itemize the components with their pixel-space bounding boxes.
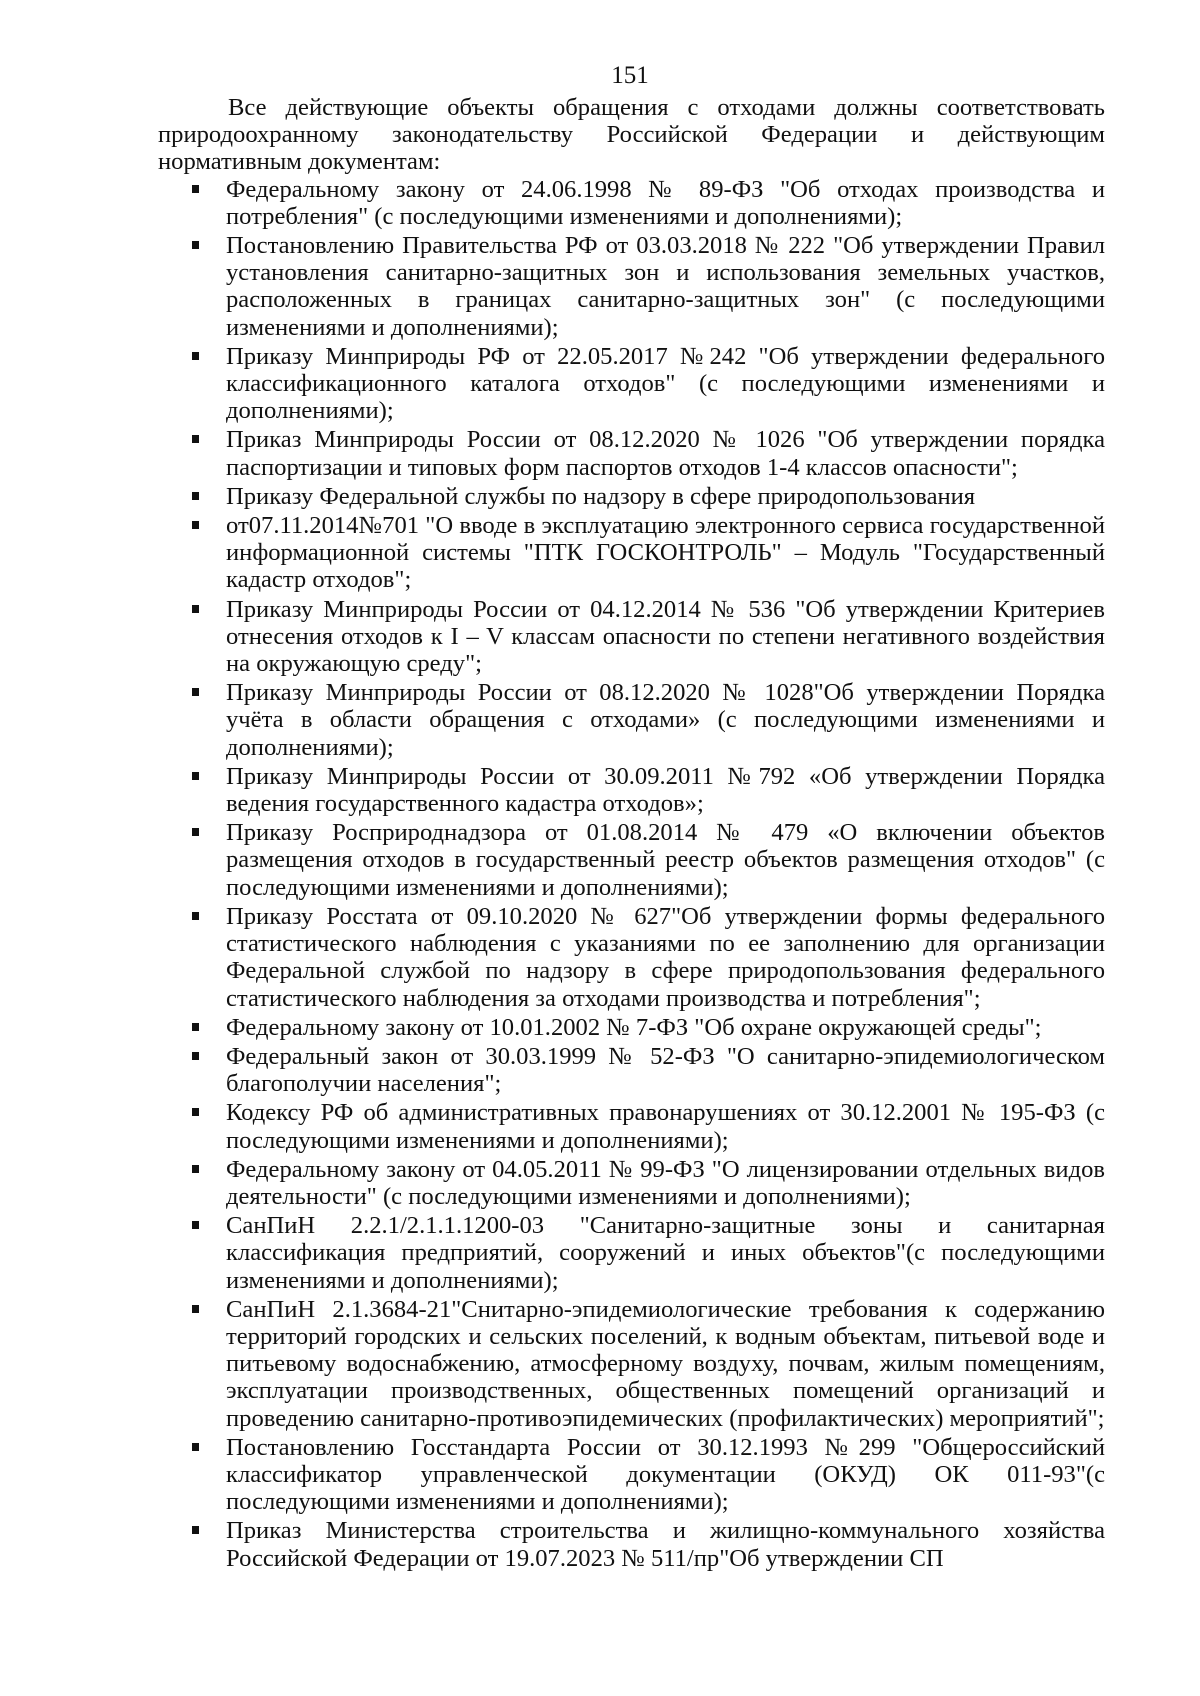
list-item-text: СанПиН 2.2.1/2.1.1.1200-03 "Санитарно-защитные зоны и санитарная классификация предприятий, сооружений и иных объектов"(с последующими изменениями и дополнениями); xyxy=(226,1212,1105,1294)
list-item-text: от07.11.2014№701 "О вводе в эксплуатацию электронного сервиса государственной информационной системы "ПТК ГОСКОНТРОЛЬ" – Модуль "Государственный кадастр отходов"; xyxy=(226,512,1105,594)
list-item xyxy=(158,1099,1105,1153)
bullet-icon xyxy=(192,492,199,500)
bullet-icon xyxy=(192,352,199,360)
list-item-text: Кодексу РФ об административных правонарушениях от 30.12.2001 № 195-ФЗ (с последующими изменениями и дополнениями); xyxy=(226,1099,1105,1154)
list-item-text: Постановлению Госстандарта России от 30.12.1993 №299 "Общероссийский классификатор управленческой документации (ОКУД) ОК 011-93"(с последующими изменениями и дополнениями); xyxy=(226,1433,1105,1516)
list-item xyxy=(158,596,1105,678)
list-item-text: Постановлению Правительства РФ от 03.03.2018 № 222 "Об утверждении Правил установления санитарно-защитных зон и использования земельных участков, расположенных в границах санитарно-защитных зон" (с последующими изменениями и дополнениями); xyxy=(226,232,1105,341)
bullet-icon xyxy=(192,241,199,249)
bullet-icon xyxy=(192,772,199,780)
list-item xyxy=(158,679,1105,761)
list-item xyxy=(158,819,1105,901)
intro-paragraph: Все действующие объекты обращения с отходами должны соответствовать природоохранному законодательству Российской Федерации и действующим нормативным документам: xyxy=(158,94,1105,176)
regulation-list xyxy=(158,176,1105,1572)
bullet-icon xyxy=(192,1305,199,1313)
list-item-text: СанПиН 2.1.3684-21"Снитарно-эпидемиологические требования к содержанию территорий городских и сельских поселений, к водным объектам, питьевой воде и питьевому водоснабжению, атмосферному воздуху, почвам, жилым помещениям, эксплуатации производственных, общественных помещений организаций и проведению санитарно-противоэпидемических (профилактических) мероприятий"; xyxy=(226,1295,1105,1432)
document-body xyxy=(158,94,1105,1574)
bullet-icon xyxy=(192,521,199,529)
list-item-text: Федеральному закону от 04.05.2011 № 99-ФЗ "О лицензировании отдельных видов деятельности" (с последующими изменениями и дополнениями); xyxy=(226,1155,1105,1210)
bullet-icon xyxy=(192,605,199,613)
list-item-text: Приказу Минприроды России от 08.12.2020 № 1028"Об утверждении Порядка учёта в области обращения с отходами» (с последующими изменениями и дополнениями); xyxy=(226,679,1105,761)
list-item xyxy=(158,1517,1105,1571)
bullet-icon xyxy=(192,1443,199,1451)
bullet-icon xyxy=(192,912,199,920)
list-item-text: Приказу Федеральной службы по надзору в сфере природопользования xyxy=(226,482,976,510)
list-item xyxy=(158,1434,1105,1516)
list-item xyxy=(158,1296,1105,1432)
list-item xyxy=(158,176,1105,230)
bullet-icon xyxy=(192,1052,199,1060)
bullet-icon xyxy=(192,185,199,193)
list-item xyxy=(158,1156,1105,1210)
list-item xyxy=(158,426,1105,480)
list-item-text: Приказ Минприроды России от 08.12.2020 № 1026 "Об утверждении порядка паспортизации и типовых форм паспортов отходов 1-4 классов опасности"; xyxy=(226,426,1105,481)
list-item-text: Федеральному закону от 10.01.2002 № 7-ФЗ "Об охране окружающей среды"; xyxy=(226,1013,1042,1041)
list-item-text: Приказу Росстата от 09.10.2020 № 627"Об утверждении формы федерального статистического наблюдения с указаниями по ее заполнению для организации Федеральной службой по надзору в сфере природопользования федерального статистического наблюдения за отходами производства и потребления"; xyxy=(226,902,1105,1012)
bullet-icon xyxy=(192,1108,199,1116)
list-item-text: Приказ Министерства строительства и жилищно-коммунального хозяйства Российской Федерации от 19.07.2023 № 511/пр"Об утверждении СП xyxy=(226,1517,1105,1572)
list-item-text: Приказу Росприроднадзора от 01.08.2014 № 479 «О включении объектов размещения отходов в государственный реестр объектов размещения отходов" (с последующими изменениями и дополнениями); xyxy=(226,819,1105,901)
list-item xyxy=(158,763,1105,817)
bullet-icon xyxy=(192,688,199,696)
list-item-text: Приказу Минприроды России от 30.09.2011 №792 «Об утверждении Порядка ведения государственного кадастра отходов»; xyxy=(226,762,1105,818)
bullet-icon xyxy=(192,828,199,836)
list-item xyxy=(158,1014,1105,1041)
list-item xyxy=(158,483,1105,510)
bullet-icon xyxy=(192,1221,199,1229)
bullet-icon xyxy=(192,1165,199,1173)
bullet-icon xyxy=(192,1526,199,1534)
page-number: 151 xyxy=(611,62,649,89)
list-item xyxy=(158,232,1105,341)
list-item-text: Федеральный закон от 30.03.1999 № 52-ФЗ "О санитарно-эпидемиологическом благополучии населения"; xyxy=(226,1042,1105,1098)
list-item xyxy=(158,903,1105,1012)
bullet-icon xyxy=(192,435,199,443)
bullet-icon xyxy=(192,1023,199,1031)
list-item-text: Федеральному закону от 24.06.1998 № 89-ФЗ "Об отходах производства и потребления" (с последующими изменениями и дополнениями); xyxy=(226,175,1105,230)
list-item xyxy=(158,343,1105,425)
list-item-text: Приказу Минприроды России от 04.12.2014 № 536 "Об утверждении Критериев отнесения отходов к I – V классам опасности по степени негативного воздействия на окружающую среду"; xyxy=(226,595,1105,678)
list-item xyxy=(158,1212,1105,1294)
list-item xyxy=(158,512,1105,594)
list-item xyxy=(158,1043,1105,1097)
list-item-text: Приказу Минприроды РФ от 22.05.2017 №242 "Об утверждении федерального классификационного каталога отходов" (с последующими изменениями и дополнениями); xyxy=(226,342,1105,425)
